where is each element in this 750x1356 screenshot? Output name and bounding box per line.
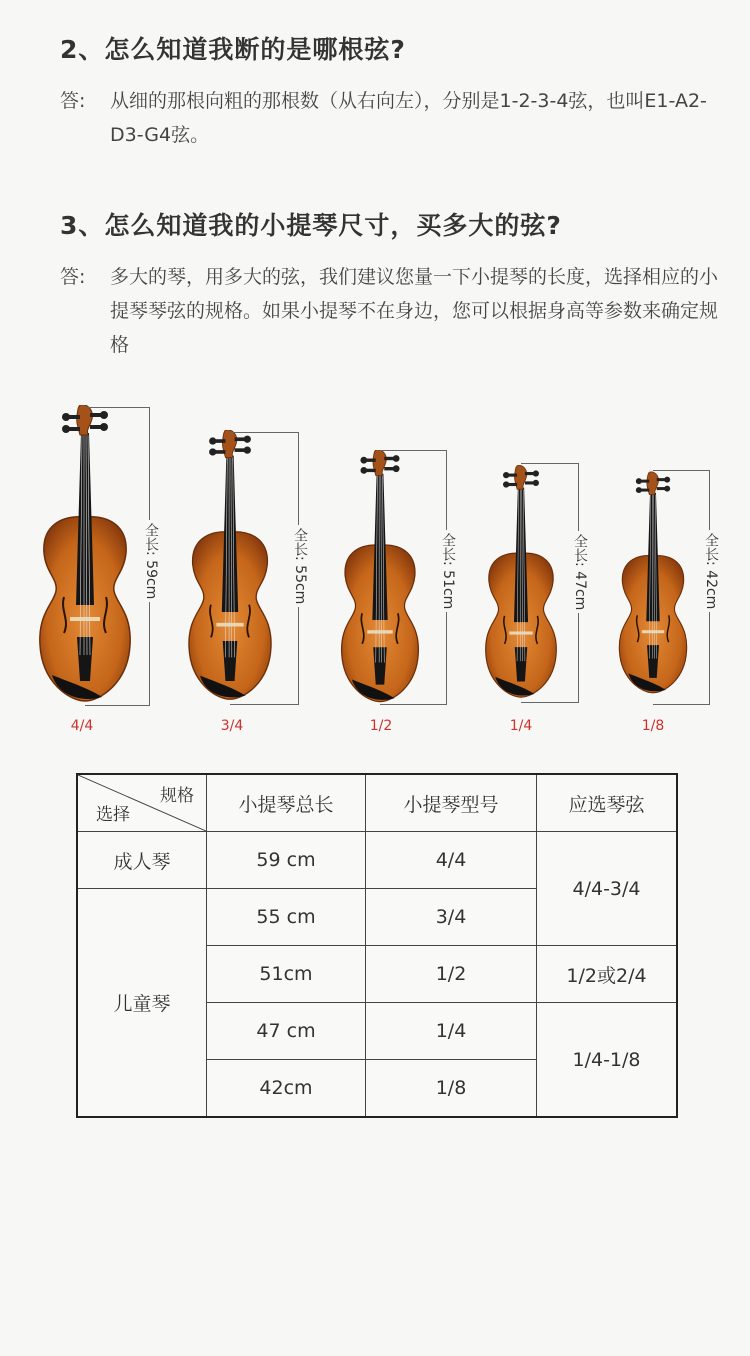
model-cell: 1/8 <box>366 1060 537 1118</box>
model-cell: 1/4 <box>366 1003 537 1060</box>
corner-label-spec: 规格 <box>160 786 194 806</box>
answer-text: 从细的那根向粗的那根数（从右向左），分别是1-2-3-4弦，也叫E1-A2-D3-G4弦。 <box>110 90 707 146</box>
string-cell: 1/4-1/8 <box>537 1003 678 1118</box>
length-label: 全长: 59cm <box>141 520 161 602</box>
length-bracket <box>230 432 299 705</box>
table-header-row <box>77 774 677 832</box>
answer-q2 <box>60 84 720 152</box>
model-cell: 4/4 <box>366 832 537 889</box>
length-cell: 51cm <box>207 946 366 1003</box>
length-label: 全长: 51cm <box>438 530 458 612</box>
violin-size-figure <box>0 400 750 750</box>
table-corner-cell <box>77 774 207 832</box>
answer-text: 多大的琴，用多大的弦，我们建议您量一下小提琴的长度，选择相应的小提琴琴弦的规格。如果小提琴不在身边，您可以根据身高等参数来确定规格 <box>110 266 719 356</box>
size-spec-table <box>76 773 678 1118</box>
section-title-q2: 2、怎么知道我断的是哪根弦? <box>60 35 406 64</box>
length-cell: 59 cm <box>207 832 366 889</box>
string-cell: 1/2或2/4 <box>537 946 678 1003</box>
answer-prefix: 答: <box>60 266 86 288</box>
size-label: 1/8 <box>641 718 665 734</box>
column-header: 小提琴总长 <box>207 774 366 832</box>
model-cell: 1/2 <box>366 946 537 1003</box>
answer-prefix: 答: <box>60 90 86 112</box>
model-cell: 3/4 <box>366 889 537 946</box>
column-header: 应选琴弦 <box>537 774 678 832</box>
length-label: 全长: 55cm <box>290 525 310 607</box>
column-header: 小提琴型号 <box>366 774 537 832</box>
length-cell: 47 cm <box>207 1003 366 1060</box>
length-label: 全长: 42cm <box>701 530 721 612</box>
group-cell-child: 儿童琴 <box>77 889 207 1118</box>
size-label: 3/4 <box>220 718 244 734</box>
size-label: 1/2 <box>369 718 393 734</box>
size-label: 4/4 <box>70 718 94 734</box>
length-bracket <box>380 450 447 705</box>
string-cell: 4/4-3/4 <box>537 832 678 946</box>
answer-q3 <box>60 260 720 362</box>
group-cell-adult: 成人琴 <box>77 832 207 889</box>
section-title-q3: 3、怎么知道我的小提琴尺寸，买多大的弦? <box>60 211 562 240</box>
corner-label-choice: 选择 <box>96 805 130 825</box>
length-label: 全长: 47cm <box>570 531 590 613</box>
length-cell: 42cm <box>207 1060 366 1118</box>
table-row <box>77 832 677 889</box>
length-cell: 55 cm <box>207 889 366 946</box>
size-label: 1/4 <box>509 718 533 734</box>
